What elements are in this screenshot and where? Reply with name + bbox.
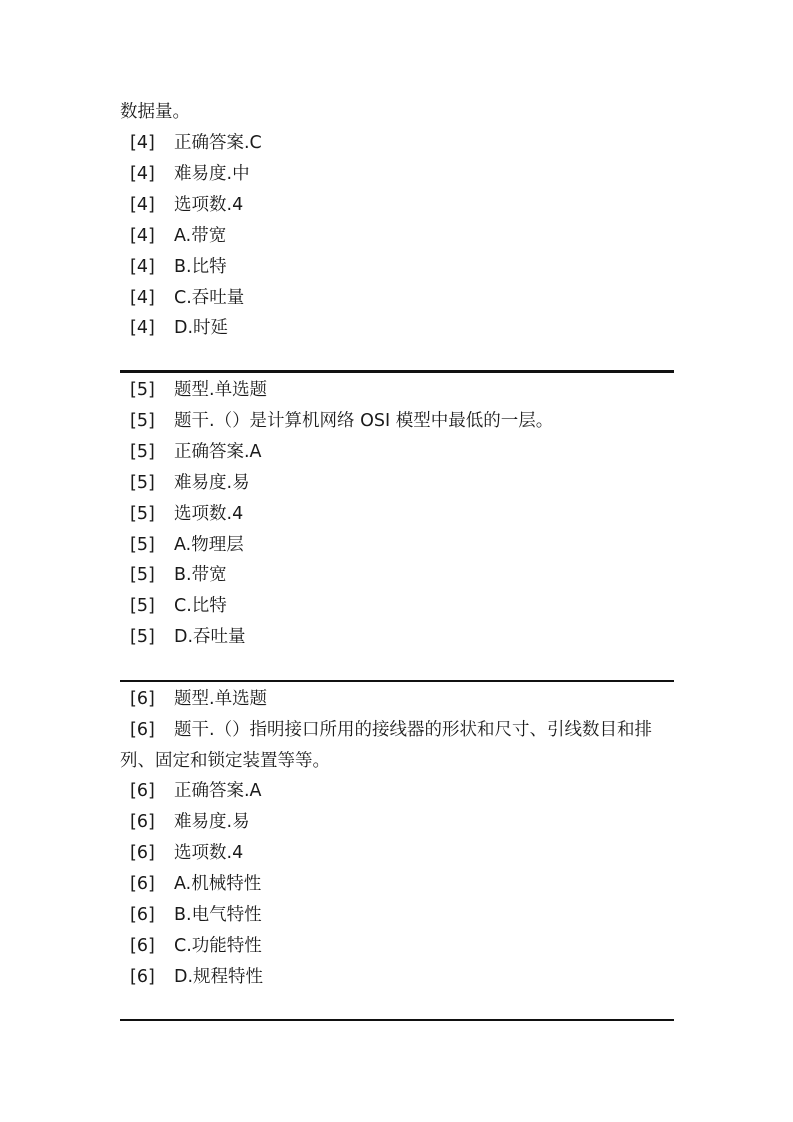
- q5-tag: [5]: [130, 535, 155, 555]
- q4-option-b: [130, 252, 690, 283]
- q5-stem: 题干.（）是计算机网络 OSI 模型中最低的一层。: [174, 411, 554, 431]
- q5-option-a-text: A.物理层: [174, 535, 244, 555]
- q6-option-c-text: C.功能特性: [174, 936, 262, 956]
- q4-tag: [4]: [130, 288, 155, 308]
- continuation-label: 数据量。: [120, 102, 190, 122]
- q5-option-a: [130, 530, 690, 561]
- q5-tag: [5]: [130, 473, 155, 493]
- q6-option-c: [130, 931, 690, 962]
- q5-tag: [5]: [130, 596, 155, 616]
- q4-answer-line: [130, 128, 690, 159]
- q5-option-b-text: B.带宽: [174, 565, 227, 585]
- q6-difficulty: 难易度.易: [174, 812, 250, 832]
- q5-option-c: [130, 591, 690, 622]
- divider: [120, 680, 674, 682]
- q4-tag: [4]: [130, 195, 155, 215]
- q4-answer: 正确答案.C: [174, 133, 262, 153]
- continuation-text: [120, 97, 680, 128]
- q5-option-count: 选项数.4: [174, 504, 244, 524]
- q6-tag: [6]: [130, 967, 155, 987]
- q4-option-c: [130, 283, 690, 314]
- q4-tag: [4]: [130, 226, 155, 246]
- q4-tag: [4]: [130, 318, 155, 338]
- q5-option-d: [130, 622, 690, 653]
- q4-difficulty: 难易度.中: [174, 164, 250, 184]
- q4-option-b-text: B.比特: [174, 257, 227, 277]
- q6-option-a: [130, 869, 690, 900]
- q6-tag: [6]: [130, 843, 155, 863]
- q6-difficulty-line: [130, 807, 690, 838]
- q4-tag: [4]: [130, 257, 155, 277]
- q6-stem-line: [130, 715, 690, 746]
- q6-type: 题型.单选题: [174, 689, 268, 709]
- q5-tag: [5]: [130, 380, 155, 400]
- q6-option-count: 选项数.4: [174, 843, 244, 863]
- q6-type-line: [130, 684, 690, 715]
- q4-option-count: 选项数.4: [174, 195, 244, 215]
- q5-answer-line: [130, 437, 690, 468]
- q5-option-count-line: [130, 499, 690, 530]
- q4-option-c-text: C.吞吐量: [174, 288, 245, 308]
- q4-option-count-line: [130, 190, 690, 221]
- q4-tag: [4]: [130, 133, 155, 153]
- q6-answer: 正确答案.A: [174, 781, 262, 801]
- q4-option-d-text: D.时延: [174, 318, 229, 338]
- q6-option-count-line: [130, 838, 690, 869]
- q5-answer: 正确答案.A: [174, 442, 262, 462]
- q4-tag: [4]: [130, 164, 155, 184]
- q6-option-d: [130, 962, 690, 993]
- q5-stem-line: [130, 406, 690, 437]
- q6-tag: [6]: [130, 812, 155, 832]
- q6-stem-part2: 列、固定和锁定装置等等。: [120, 751, 330, 771]
- q6-tag: [6]: [130, 781, 155, 801]
- q4-option-d: [130, 313, 690, 344]
- q6-stem-part1: 题干.（）指明接口所用的接线器的形状和尺寸、引线数目和排: [174, 720, 653, 740]
- divider: [120, 370, 674, 373]
- q5-tag: [5]: [130, 442, 155, 462]
- q5-difficulty: 难易度.易: [174, 473, 250, 493]
- q5-tag: [5]: [130, 565, 155, 585]
- q6-tag: [6]: [130, 720, 155, 740]
- q6-tag: [6]: [130, 936, 155, 956]
- q6-option-d-text: D.规程特性: [174, 967, 264, 987]
- q6-option-a-text: A.机械特性: [174, 874, 262, 894]
- q5-type-line: [130, 375, 690, 406]
- q5-difficulty-line: [130, 468, 690, 499]
- q6-tag: [6]: [130, 689, 155, 709]
- q5-tag: [5]: [130, 504, 155, 524]
- q5-option-c-text: C.比特: [174, 596, 227, 616]
- q4-option-a: [130, 221, 690, 252]
- q5-tag: [5]: [130, 627, 155, 647]
- q6-tag: [6]: [130, 905, 155, 925]
- q6-tag: [6]: [130, 874, 155, 894]
- q4-difficulty-line: [130, 159, 690, 190]
- q5-option-d-text: D.吞吐量: [174, 627, 246, 647]
- q6-stem-continuation: [120, 746, 680, 777]
- q6-option-b-text: B.电气特性: [174, 905, 262, 925]
- q6-option-b: [130, 900, 690, 931]
- divider: [120, 1019, 674, 1021]
- q6-answer-line: [130, 776, 690, 807]
- q5-tag: [5]: [130, 411, 155, 431]
- q5-option-b: [130, 560, 690, 591]
- q4-option-a-text: A.带宽: [174, 226, 227, 246]
- q5-type: 题型.单选题: [174, 380, 268, 400]
